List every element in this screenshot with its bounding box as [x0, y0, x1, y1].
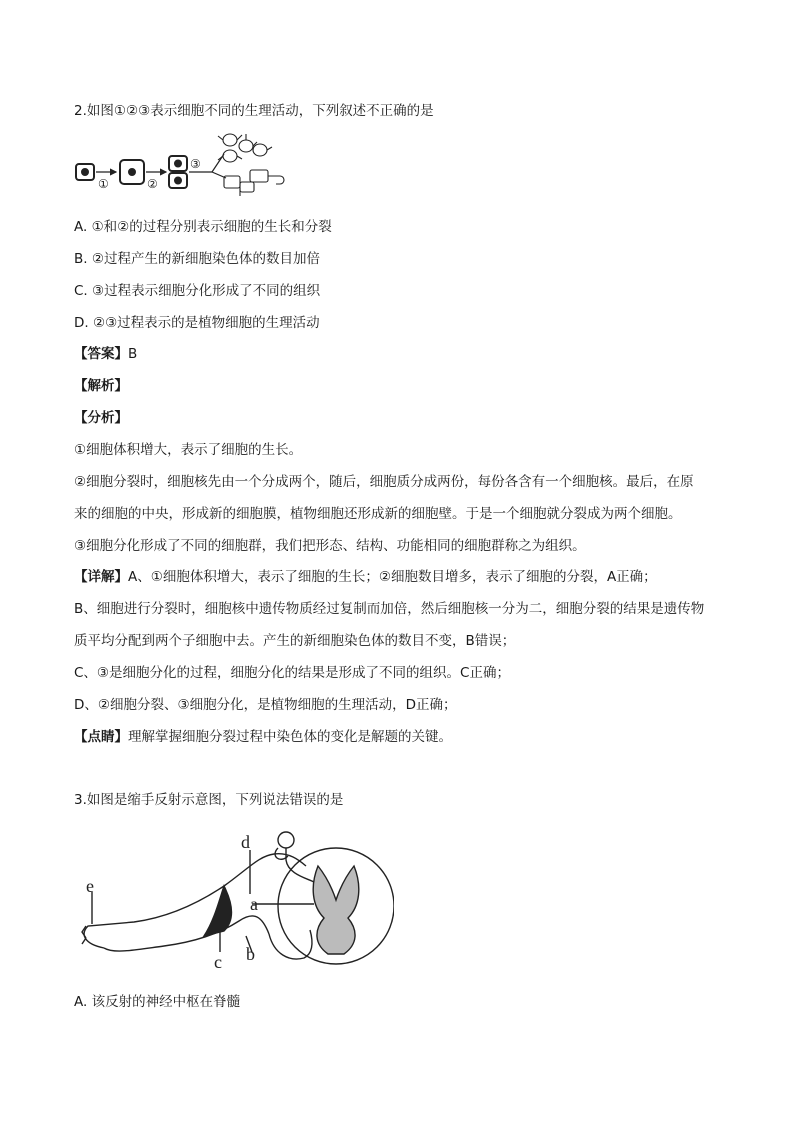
tip-tag: 【点睛】 — [74, 729, 128, 745]
detail-line: C、③是细胞分化的过程，细胞分化的结果是形成了不同的组织。C正确； — [74, 665, 510, 681]
analysis-line: 来的细胞的中央，形成新的细胞膜，植物细胞还形成新的细胞壁。于是一个细胞就分裂成为两个细胞。 — [74, 506, 682, 522]
detail-line: 质平均分配到两个子细胞中去。产生的新细胞染色体的数目不变，B错误； — [74, 633, 516, 649]
q2-option-b: B. ②过程产生的新细胞染色体的数目加倍 — [74, 251, 320, 267]
detail-tag: 【详解】 — [74, 569, 128, 585]
analysis-line: ②细胞分裂时，细胞核先由一个分成两个，随后，细胞质分成两份，每份各含有一个细胞核。最后，在原 — [74, 474, 694, 490]
q3-option-a: A. 该反射的神经中枢在脊髓 — [74, 994, 241, 1010]
q3-stem: 3.如图是缩手反射示意图，下列说法错误的是 — [74, 792, 344, 808]
explain-tag: 【解析】 — [74, 378, 128, 394]
analysis-line: ③细胞分化形成了不同的细胞群，我们把形态、结构、功能相同的细胞群称之为组织。 — [74, 538, 586, 554]
q2-stem: 2.如图①②③表示细胞不同的生理活动，下列叙述不正确的是 — [74, 103, 434, 119]
q2-option-a: A. ①和②的过程分别表示细胞的生长和分裂 — [74, 219, 332, 235]
label-b: b — [246, 944, 255, 964]
label-c: c — [214, 952, 222, 972]
label-3: ③ — [190, 157, 201, 171]
label-e: e — [86, 876, 94, 896]
cell-activity-diagram — [70, 126, 300, 198]
q2-answer — [74, 344, 137, 364]
q2-option-c: C. ③过程表示细胞分化形成了不同的组织 — [74, 283, 321, 299]
tip-line: 【点睛】理解掌握细胞分裂过程中染色体的变化是解题的关键。 — [74, 729, 452, 745]
analysis-line: ①细胞体积增大，表示了细胞的生长。 — [74, 442, 303, 458]
label-2: ② — [147, 177, 158, 191]
detail-line: B、细胞进行分裂时，细胞核中遗传物质经过复制而加倍，然后细胞核一分为二，细胞分裂的结果是遗传物 — [74, 601, 705, 617]
reflex-arc-diagram — [74, 826, 394, 976]
analysis-tag: 【分析】 — [74, 410, 128, 426]
label-1: ① — [98, 177, 109, 191]
label-d: d — [241, 832, 250, 852]
label-a: a — [250, 894, 258, 914]
detail-line: D、②细胞分裂、③细胞分化，是植物细胞的生理活动，D正确； — [74, 697, 457, 713]
detail-line: 【详解】A、①细胞体积增大，表示了细胞的生长；②细胞数目增多，表示了细胞的分裂，A正确； — [74, 569, 657, 585]
answer-value: B — [128, 346, 138, 362]
q2-option-d: D. ②③过程表示的是植物细胞的生理活动 — [74, 315, 320, 331]
answer-tag: 【答案】 — [74, 346, 128, 362]
